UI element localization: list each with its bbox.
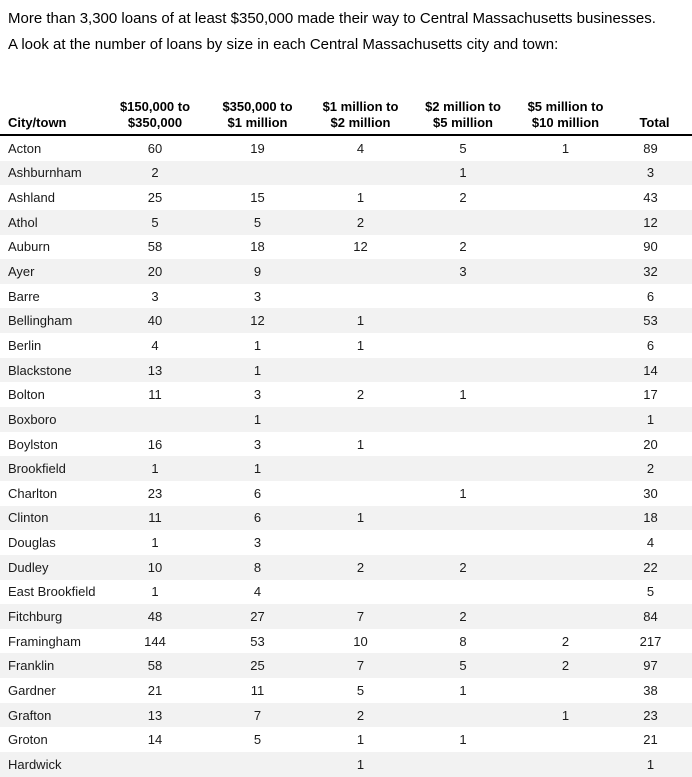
- column-header-350k-1m: [206, 99, 309, 135]
- value-cell: 12: [353, 239, 368, 255]
- value-cell: 25: [250, 658, 265, 674]
- total-cell: 12: [643, 214, 658, 230]
- table-row: [0, 703, 692, 728]
- value-cell: [309, 580, 412, 605]
- value-cell: 13: [147, 362, 163, 378]
- loans-by-size-table: [0, 99, 692, 777]
- value-cell: 6: [253, 510, 262, 526]
- value-cell: [514, 333, 617, 358]
- city-cell: Grafton: [8, 707, 52, 723]
- value-cell: 2: [356, 559, 365, 575]
- table-row: [0, 481, 692, 506]
- value-cell: 2: [561, 658, 570, 674]
- table-row: [0, 210, 692, 235]
- value-cell: [412, 358, 514, 383]
- table-row: [0, 382, 692, 407]
- value-cell: [412, 530, 514, 555]
- column-header-city: [0, 99, 104, 135]
- value-cell: 3: [459, 264, 467, 280]
- city-cell: Acton: [8, 140, 42, 156]
- value-cell: 58: [147, 239, 163, 255]
- value-cell: 21: [147, 682, 163, 698]
- column-header-line: $150,000 to: [119, 99, 191, 114]
- value-cell: 3: [253, 436, 262, 452]
- value-cell: 7: [253, 707, 262, 723]
- value-cell: 5: [356, 682, 365, 698]
- table-row: [0, 653, 692, 678]
- value-cell: 23: [147, 485, 163, 501]
- table-row: [0, 629, 692, 654]
- value-cell: 58: [147, 658, 163, 674]
- value-cell: 4: [356, 140, 365, 156]
- value-cell: 1: [151, 535, 159, 551]
- value-cell: 2: [356, 707, 365, 723]
- table-row: [0, 259, 692, 284]
- value-cell: [514, 604, 617, 629]
- column-header-line: $1 million: [227, 115, 288, 130]
- table-row: [0, 333, 692, 358]
- value-cell: [412, 407, 514, 432]
- value-cell: 18: [250, 239, 265, 255]
- value-cell: [514, 432, 617, 457]
- table-row: [0, 456, 692, 481]
- table-row: [0, 530, 692, 555]
- total-cell: 4: [646, 535, 655, 551]
- total-cell: 14: [643, 362, 658, 378]
- value-cell: 2: [459, 239, 467, 255]
- total-cell: 97: [643, 658, 658, 674]
- column-header-line: $350,000 to: [222, 99, 293, 114]
- value-cell: 5: [151, 214, 159, 230]
- table-row: [0, 135, 692, 161]
- city-cell: Barre: [8, 288, 40, 304]
- city-cell: Dudley: [8, 559, 49, 575]
- column-header-line: City/town: [8, 115, 67, 130]
- value-cell: [514, 481, 617, 506]
- table-row: [0, 580, 692, 605]
- column-header-150k-350k: [104, 99, 206, 135]
- value-cell: 5: [253, 732, 262, 748]
- column-header-line: $5 million: [433, 115, 493, 130]
- value-cell: [514, 752, 617, 777]
- total-cell: 6: [646, 337, 655, 353]
- city-cell: Boylston: [8, 436, 58, 452]
- value-cell: [514, 358, 617, 383]
- value-cell: [412, 506, 514, 531]
- value-cell: [412, 752, 514, 777]
- value-cell: 2: [356, 214, 365, 230]
- total-cell: 20: [643, 436, 658, 452]
- table-row: [0, 506, 692, 531]
- intro-text: [0, 0, 692, 58]
- value-cell: 48: [147, 608, 163, 624]
- table-row: [0, 161, 692, 186]
- value-cell: [412, 703, 514, 728]
- city-cell: Bellingham: [8, 313, 73, 329]
- value-cell: [514, 308, 617, 333]
- city-cell: Clinton: [8, 510, 49, 526]
- value-cell: 53: [250, 633, 265, 649]
- value-cell: [514, 382, 617, 407]
- city-cell: Douglas: [8, 535, 56, 551]
- city-cell: Berlin: [8, 337, 42, 353]
- total-cell: 17: [643, 387, 658, 403]
- value-cell: [412, 308, 514, 333]
- value-cell: 1: [253, 337, 262, 353]
- value-cell: 3: [151, 288, 159, 304]
- value-cell: 4: [253, 584, 262, 600]
- total-cell: 217: [639, 633, 662, 649]
- value-cell: 12: [250, 313, 265, 329]
- value-cell: 1: [356, 510, 365, 526]
- value-cell: 20: [147, 264, 163, 280]
- total-cell: 53: [643, 313, 658, 329]
- value-cell: [309, 530, 412, 555]
- value-cell: [412, 333, 514, 358]
- value-cell: [309, 259, 412, 284]
- column-header-total: [617, 99, 692, 135]
- city-cell: Fitchburg: [8, 608, 63, 624]
- value-cell: 2: [151, 165, 159, 181]
- value-cell: 5: [253, 214, 262, 230]
- value-cell: [514, 456, 617, 481]
- column-header-1m-2m: [309, 99, 412, 135]
- value-cell: [412, 284, 514, 309]
- value-cell: 5: [459, 140, 467, 156]
- city-cell: Gardner: [8, 682, 56, 698]
- city-cell: Charlton: [8, 485, 58, 501]
- table-row: [0, 284, 692, 309]
- value-cell: [514, 727, 617, 752]
- table-row: [0, 358, 692, 383]
- value-cell: [514, 407, 617, 432]
- value-cell: [514, 161, 617, 186]
- table-row: [0, 604, 692, 629]
- table-body: [0, 135, 692, 777]
- value-cell: 1: [561, 707, 570, 723]
- value-cell: 7: [356, 608, 365, 624]
- value-cell: 8: [253, 559, 262, 575]
- column-header-line: $5 million to: [527, 99, 604, 114]
- value-cell: 19: [250, 140, 265, 156]
- value-cell: 2: [356, 387, 365, 403]
- total-cell: 43: [643, 190, 658, 206]
- value-cell: 1: [459, 732, 467, 748]
- value-cell: [514, 259, 617, 284]
- table-row: [0, 235, 692, 260]
- value-cell: [514, 580, 617, 605]
- value-cell: 8: [459, 633, 467, 649]
- city-cell: Hardwick: [8, 756, 62, 772]
- value-cell: 1: [356, 756, 365, 772]
- value-cell: 4: [151, 337, 159, 353]
- total-cell: 5: [646, 584, 655, 600]
- value-cell: 15: [250, 190, 265, 206]
- total-cell: 1: [646, 756, 655, 772]
- value-cell: 1: [253, 461, 262, 477]
- total-cell: 23: [643, 707, 658, 723]
- total-cell: 38: [643, 682, 658, 698]
- column-header-line: $2 million to: [425, 99, 501, 114]
- value-cell: [104, 752, 206, 777]
- city-cell: Brookfield: [8, 461, 66, 477]
- value-cell: [514, 185, 617, 210]
- value-cell: 7: [356, 658, 365, 674]
- value-cell: 1: [356, 313, 365, 329]
- value-cell: [309, 284, 412, 309]
- total-cell: 89: [643, 140, 658, 156]
- total-cell: 30: [643, 485, 658, 501]
- city-cell: Athol: [8, 214, 38, 230]
- value-cell: 6: [253, 485, 262, 501]
- city-cell: Boxboro: [8, 411, 57, 427]
- total-cell: 2: [646, 461, 655, 477]
- column-header-5m-10m: [514, 99, 617, 135]
- table-row: [0, 555, 692, 580]
- value-cell: [412, 580, 514, 605]
- city-cell: Ayer: [8, 264, 35, 280]
- value-cell: 1: [459, 485, 467, 501]
- value-cell: [309, 456, 412, 481]
- value-cell: 60: [147, 140, 163, 156]
- value-cell: 2: [459, 608, 467, 624]
- value-cell: 16: [147, 436, 163, 452]
- value-cell: [514, 506, 617, 531]
- value-cell: 14: [147, 732, 163, 748]
- total-cell: 21: [643, 732, 658, 748]
- value-cell: 25: [147, 190, 163, 206]
- column-header-line: $350,000: [127, 115, 183, 130]
- value-cell: 10: [147, 559, 163, 575]
- value-cell: 27: [250, 608, 265, 624]
- value-cell: [514, 210, 617, 235]
- city-cell: Blackstone: [8, 362, 72, 378]
- value-cell: 3: [253, 387, 262, 403]
- value-cell: 1: [356, 337, 365, 353]
- value-cell: 1: [459, 165, 467, 181]
- total-cell: 22: [643, 559, 658, 575]
- value-cell: 3: [253, 535, 262, 551]
- value-cell: 1: [253, 411, 262, 427]
- value-cell: 5: [459, 658, 467, 674]
- value-cell: [309, 358, 412, 383]
- city-cell: East Brookfield: [8, 584, 96, 600]
- table-row: [0, 185, 692, 210]
- city-cell: Ashland: [8, 190, 55, 206]
- table-row: [0, 407, 692, 432]
- table-row: [0, 752, 692, 777]
- intro-line-1: More than 3,300 loans of at least $350,000 made their way to Central Massachusetts businesses.: [8, 10, 656, 27]
- value-cell: [412, 210, 514, 235]
- table-row: [0, 678, 692, 703]
- value-cell: 1: [356, 436, 365, 452]
- value-cell: [514, 555, 617, 580]
- value-cell: 11: [148, 510, 162, 526]
- total-cell: 32: [643, 264, 658, 280]
- value-cell: [309, 407, 412, 432]
- intro-line-2: A look at the number of loans by size in each Central Massachusetts city and town:: [8, 36, 559, 53]
- city-cell: Framingham: [8, 633, 81, 649]
- value-cell: 13: [147, 707, 163, 723]
- value-cell: 3: [253, 288, 262, 304]
- value-cell: [412, 432, 514, 457]
- value-cell: [514, 678, 617, 703]
- total-cell: 18: [643, 510, 658, 526]
- value-cell: 2: [561, 633, 570, 649]
- value-cell: 1: [253, 362, 262, 378]
- city-cell: Auburn: [8, 239, 50, 255]
- total-cell: 90: [643, 239, 658, 255]
- value-cell: 1: [356, 732, 365, 748]
- value-cell: 1: [151, 584, 159, 600]
- value-cell: 1: [561, 140, 570, 156]
- value-cell: [309, 161, 412, 186]
- column-header-line: $10 million: [531, 115, 600, 130]
- city-cell: Ashburnham: [8, 165, 82, 181]
- value-cell: 2: [459, 559, 467, 575]
- value-cell: 144: [144, 633, 166, 649]
- city-cell: Groton: [8, 732, 48, 748]
- value-cell: 11: [250, 682, 265, 698]
- column-header-line: Total: [639, 115, 670, 130]
- total-cell: 84: [643, 608, 658, 624]
- city-cell: Bolton: [8, 387, 45, 403]
- value-cell: [206, 752, 309, 777]
- value-cell: 11: [148, 387, 162, 403]
- table-header: [0, 99, 692, 135]
- value-cell: 1: [459, 682, 467, 698]
- value-cell: 2: [459, 190, 467, 206]
- total-cell: 1: [646, 411, 655, 427]
- column-header-2m-5m: [412, 99, 514, 135]
- value-cell: 1: [459, 387, 467, 403]
- table-row: [0, 432, 692, 457]
- table-row: [0, 308, 692, 333]
- value-cell: [514, 235, 617, 260]
- city-cell: Franklin: [8, 658, 55, 674]
- value-cell: [104, 407, 206, 432]
- header-row: [0, 99, 692, 135]
- value-cell: [412, 456, 514, 481]
- value-cell: [514, 284, 617, 309]
- column-header-line: $1 million to: [322, 99, 399, 114]
- value-cell: [206, 161, 309, 186]
- value-cell: 40: [147, 313, 163, 329]
- total-cell: 3: [646, 165, 655, 181]
- value-cell: 9: [253, 264, 262, 280]
- value-cell: 10: [353, 633, 368, 649]
- value-cell: [514, 530, 617, 555]
- total-cell: 6: [646, 288, 655, 304]
- value-cell: 1: [356, 190, 365, 206]
- value-cell: 1: [151, 461, 159, 477]
- column-header-line: $2 million: [330, 115, 391, 130]
- value-cell: [309, 481, 412, 506]
- table-row: [0, 727, 692, 752]
